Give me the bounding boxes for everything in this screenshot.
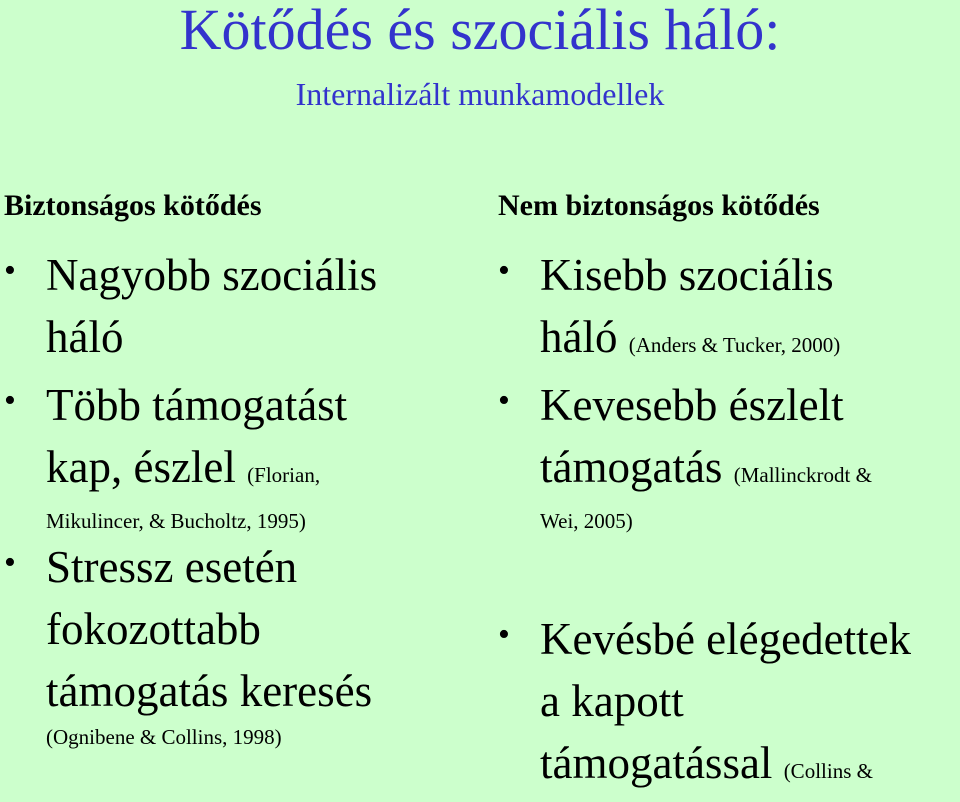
bullet-text-line: Kevesebb észlelt xyxy=(540,380,844,430)
bullet-text-line: háló xyxy=(46,312,124,362)
slide-subtitle: Internalizált munkamodellek xyxy=(295,76,665,112)
right-column xyxy=(498,186,960,788)
bullet-text: támogatás xyxy=(540,442,723,492)
citation: (Collins & xyxy=(783,759,873,783)
bullet-icon: • xyxy=(498,616,510,653)
left-bullet-2-body xyxy=(46,374,347,536)
bullet-text-line: Több támogatást xyxy=(46,380,348,430)
citation: Mikulincer, & Bucholtz, 1995) xyxy=(46,509,306,533)
bullet-text-line xyxy=(540,436,872,506)
bullet-text-line: Kisebb szociális xyxy=(540,250,834,300)
citation: (Ognibene & Collins, 1998) xyxy=(46,725,282,749)
right-column-heading: Nem biztonságos kötődés xyxy=(498,189,820,222)
slide-title: Kötődés és szociális háló: xyxy=(179,0,781,62)
bullet-text-line: fokozottabb xyxy=(46,604,261,654)
left-column-heading: Biztonságos kötődés xyxy=(4,189,262,222)
bullet-icon: • xyxy=(4,544,16,581)
bullet-text-line xyxy=(540,732,911,802)
bullet-text-line: támogatás keresés xyxy=(46,666,373,716)
bullet-text-line: Kevésbé elégedettek xyxy=(540,614,912,664)
citation: (Mallinckrodt & xyxy=(733,463,872,487)
bullet-text-line: Nagyobb szociális xyxy=(46,250,378,300)
bullet-text-line xyxy=(46,436,347,506)
right-bullet-2-body xyxy=(540,374,872,536)
bullet-icon: • xyxy=(498,382,510,419)
bullet-text-line: a kapott xyxy=(540,676,684,726)
left-bullet-3-body xyxy=(46,536,372,752)
citation: Wei, 2005) xyxy=(540,509,633,533)
citation: (Anders & Tucker, 2000) xyxy=(628,333,841,357)
bullet-text: kap, észlel xyxy=(46,442,236,492)
bullet-text-line: Stressz esetén xyxy=(46,542,298,592)
right-bullet-1-body xyxy=(540,244,840,376)
left-bullet-1-body xyxy=(46,244,377,368)
citation: (Florian, xyxy=(247,463,321,487)
bullet-text: háló xyxy=(540,312,618,362)
bullet-icon: • xyxy=(4,382,16,419)
bullet-icon: • xyxy=(498,252,510,289)
bullet-text: támogatással xyxy=(540,738,773,788)
bullet-text-line xyxy=(540,306,840,376)
bullet-icon: • xyxy=(4,252,16,289)
left-column xyxy=(4,186,454,749)
